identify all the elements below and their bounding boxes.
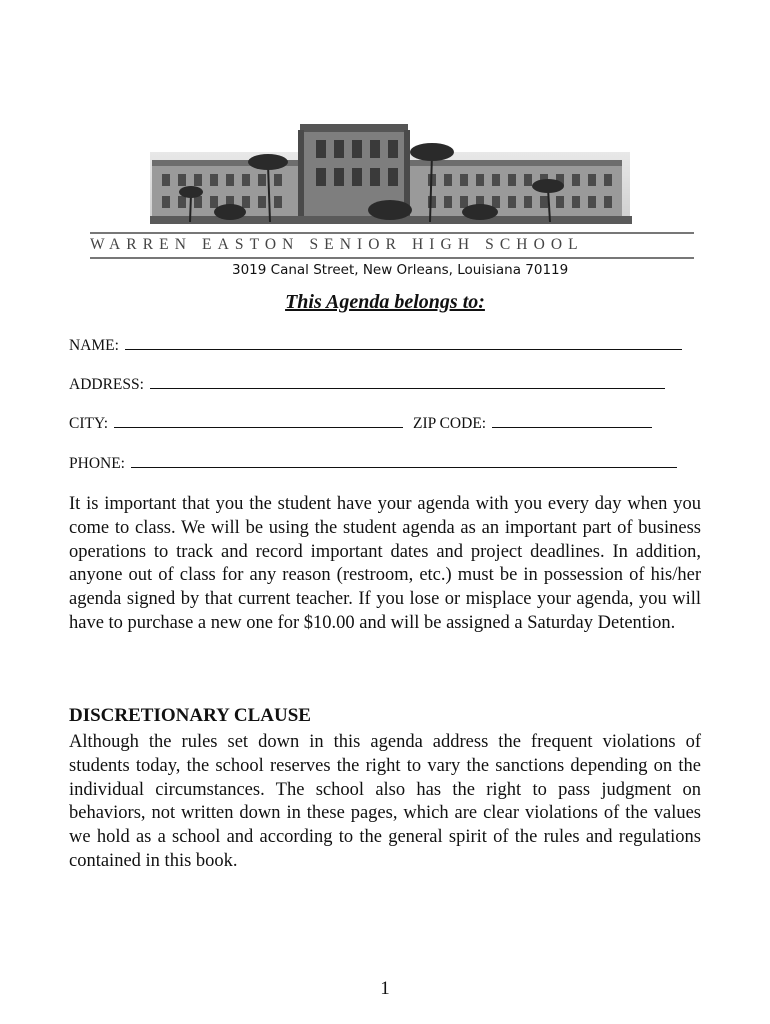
phone-label: PHONE:: [69, 455, 125, 472]
name-field[interactable]: [69, 335, 682, 355]
phone-line[interactable]: [131, 453, 677, 468]
address-field[interactable]: [69, 374, 665, 394]
city-line[interactable]: [114, 413, 403, 428]
page-number: 1: [380, 978, 390, 999]
zip-line[interactable]: [492, 413, 652, 428]
school-building-image: [90, 92, 712, 288]
clause-heading: DISCRETIONARY CLAUSE: [69, 705, 311, 726]
address-line[interactable]: [150, 374, 665, 389]
phone-field[interactable]: [69, 453, 677, 473]
intro-paragraph: It is important that you the student have your agenda with you every day when you come to class. We will be using the student agenda as an important part of business operations to track and record important dates and project deadlines. In addition, anyone out of class for any reason (restroom, etc.) must be in possession of his/her agenda signed by that current teacher. If you lose or misplace your agenda, you will have to purchase a new one for $10.00 and will be assigned a Saturday Detention.: [69, 494, 701, 633]
name-line[interactable]: [125, 335, 682, 350]
city-label: CITY:: [69, 415, 109, 432]
agenda-owner-title: This Agenda belongs to:: [285, 291, 485, 313]
address-label: ADDRESS:: [69, 376, 144, 393]
name-label: NAME:: [69, 337, 119, 354]
zip-label: ZIP CODE:: [413, 415, 487, 432]
clause-paragraph: Although the rules set down in this agenda address the frequent violations of students today, the school reserves the right to vary the sanctions depending on the individual circumstances. The school also has the right to pass judgment on behaviors, not written down in these pages, which are clear violations of the values we hold as a school and according to the general spirit of the rules and regulations contained in this book.: [69, 732, 701, 871]
city-zip-field[interactable]: [69, 413, 652, 433]
school-name: WARREN EASTON SENIOR HIGH SCHOOL: [90, 236, 584, 253]
school-address: 3019 Canal Street, New Orleans, Louisiana 70119: [232, 262, 569, 278]
